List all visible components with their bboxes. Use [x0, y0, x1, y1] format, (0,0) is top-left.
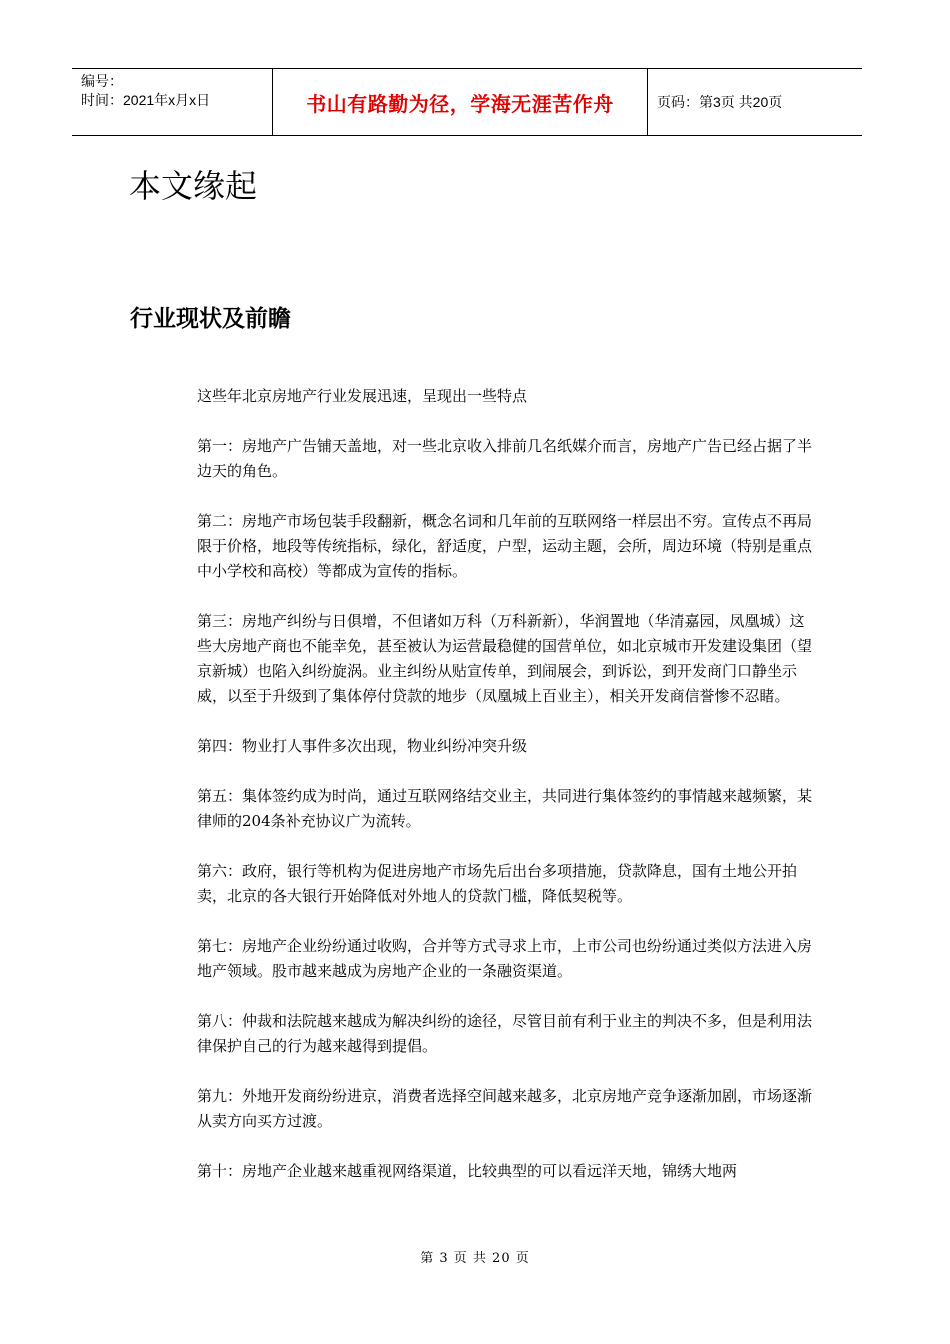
paragraph-5: 第五：集体签约成为时尚，通过互联网络结交业主，共同进行集体签约的事情越来越频繁，某律师的204条补充协议广为流转。 [197, 787, 813, 830]
paragraph-4: 第四：物业打人事件多次出现，物业纠纷冲突升级 [197, 737, 528, 755]
paragraph-9: 第九：外地开发商纷纷进京，消费者选择空间越来越多，北京房地产竞争逐渐加剧，市场逐渐从卖方向买方过渡。 [197, 1087, 813, 1130]
section-body [197, 384, 814, 1209]
document-title: 本文缘起 [129, 167, 258, 205]
section-heading: 行业现状及前瞻 [130, 306, 291, 332]
header-motto-cell [273, 69, 648, 135]
document-header [72, 68, 862, 136]
paragraph-intro: 这些年北京房地产行业发展迅速，呈现出一些特点 [197, 387, 528, 405]
page-footer: 第 3 页 共 20 页 [420, 1251, 530, 1266]
paragraph-2: 第二：房地产市场包装手段翻新，概念名词和几年前的互联网络一样层出不穷。宣传点不再局限于价格，地段等传统指标，绿化，舒适度，户型，运动主题，会所，周边环境（特别是重点中小学校和高校）等都成为宣传的指标。 [197, 512, 813, 580]
paragraph-8: 第八：仲裁和法院越来越成为解决纠纷的途径，尽管目前有利于业主的判决不多，但是利用法律保护自己的行为越来越得到提倡。 [197, 1012, 813, 1055]
header-page-cell [648, 69, 862, 135]
paragraph-3: 第三：房地产纠纷与日俱增，不但诸如万科（万科新新），华润置地（华清嘉园，凤凰城）这些大房地产商也不能幸免，甚至被认为运营最稳健的国营单位，如北京城市开发建设集团（望京新城）也陷入纠纷旋涡。业主纠纷从贴宣传单，到闹展会，到诉讼，到开发商门口静坐示威，以至于升级到了集体停付贷款的地步（凤凰城上百业主），相关开发商信誉惨不忍睹。 [197, 612, 813, 705]
header-info-cell [72, 69, 273, 135]
header-motto: 书山有路勤为径，学海无涯苦作舟 [306, 91, 614, 116]
paragraph-6: 第六：政府，银行等机构为促进房地产市场先后出台多项措施，贷款降息，国有土地公开拍卖，北京的各大银行开始降低对外地人的贷款门槛，降低契税等。 [197, 862, 798, 905]
paragraph-1: 第一：房地产广告铺天盖地，对一些北京收入排前几名纸媒介而言，房地产广告已经占据了半边天的角色。 [197, 437, 813, 480]
serial-number-label: 编号： [81, 73, 123, 89]
paragraph-7: 第七：房地产企业纷纷通过收购，合并等方式寻求上市，上市公司也纷纷通过类似方法进入房地产领域。股市越来越成为房地产企业的一条融资渠道。 [197, 937, 813, 980]
paragraph-10: 第十：房地产企业越来越重视网络渠道，比较典型的可以看远洋天地，锦绣大地两 [197, 1162, 738, 1180]
page-number-label: 页码：第3页 共20页 [657, 94, 783, 110]
time-label: 时间：2021年x月x日 [81, 92, 211, 108]
